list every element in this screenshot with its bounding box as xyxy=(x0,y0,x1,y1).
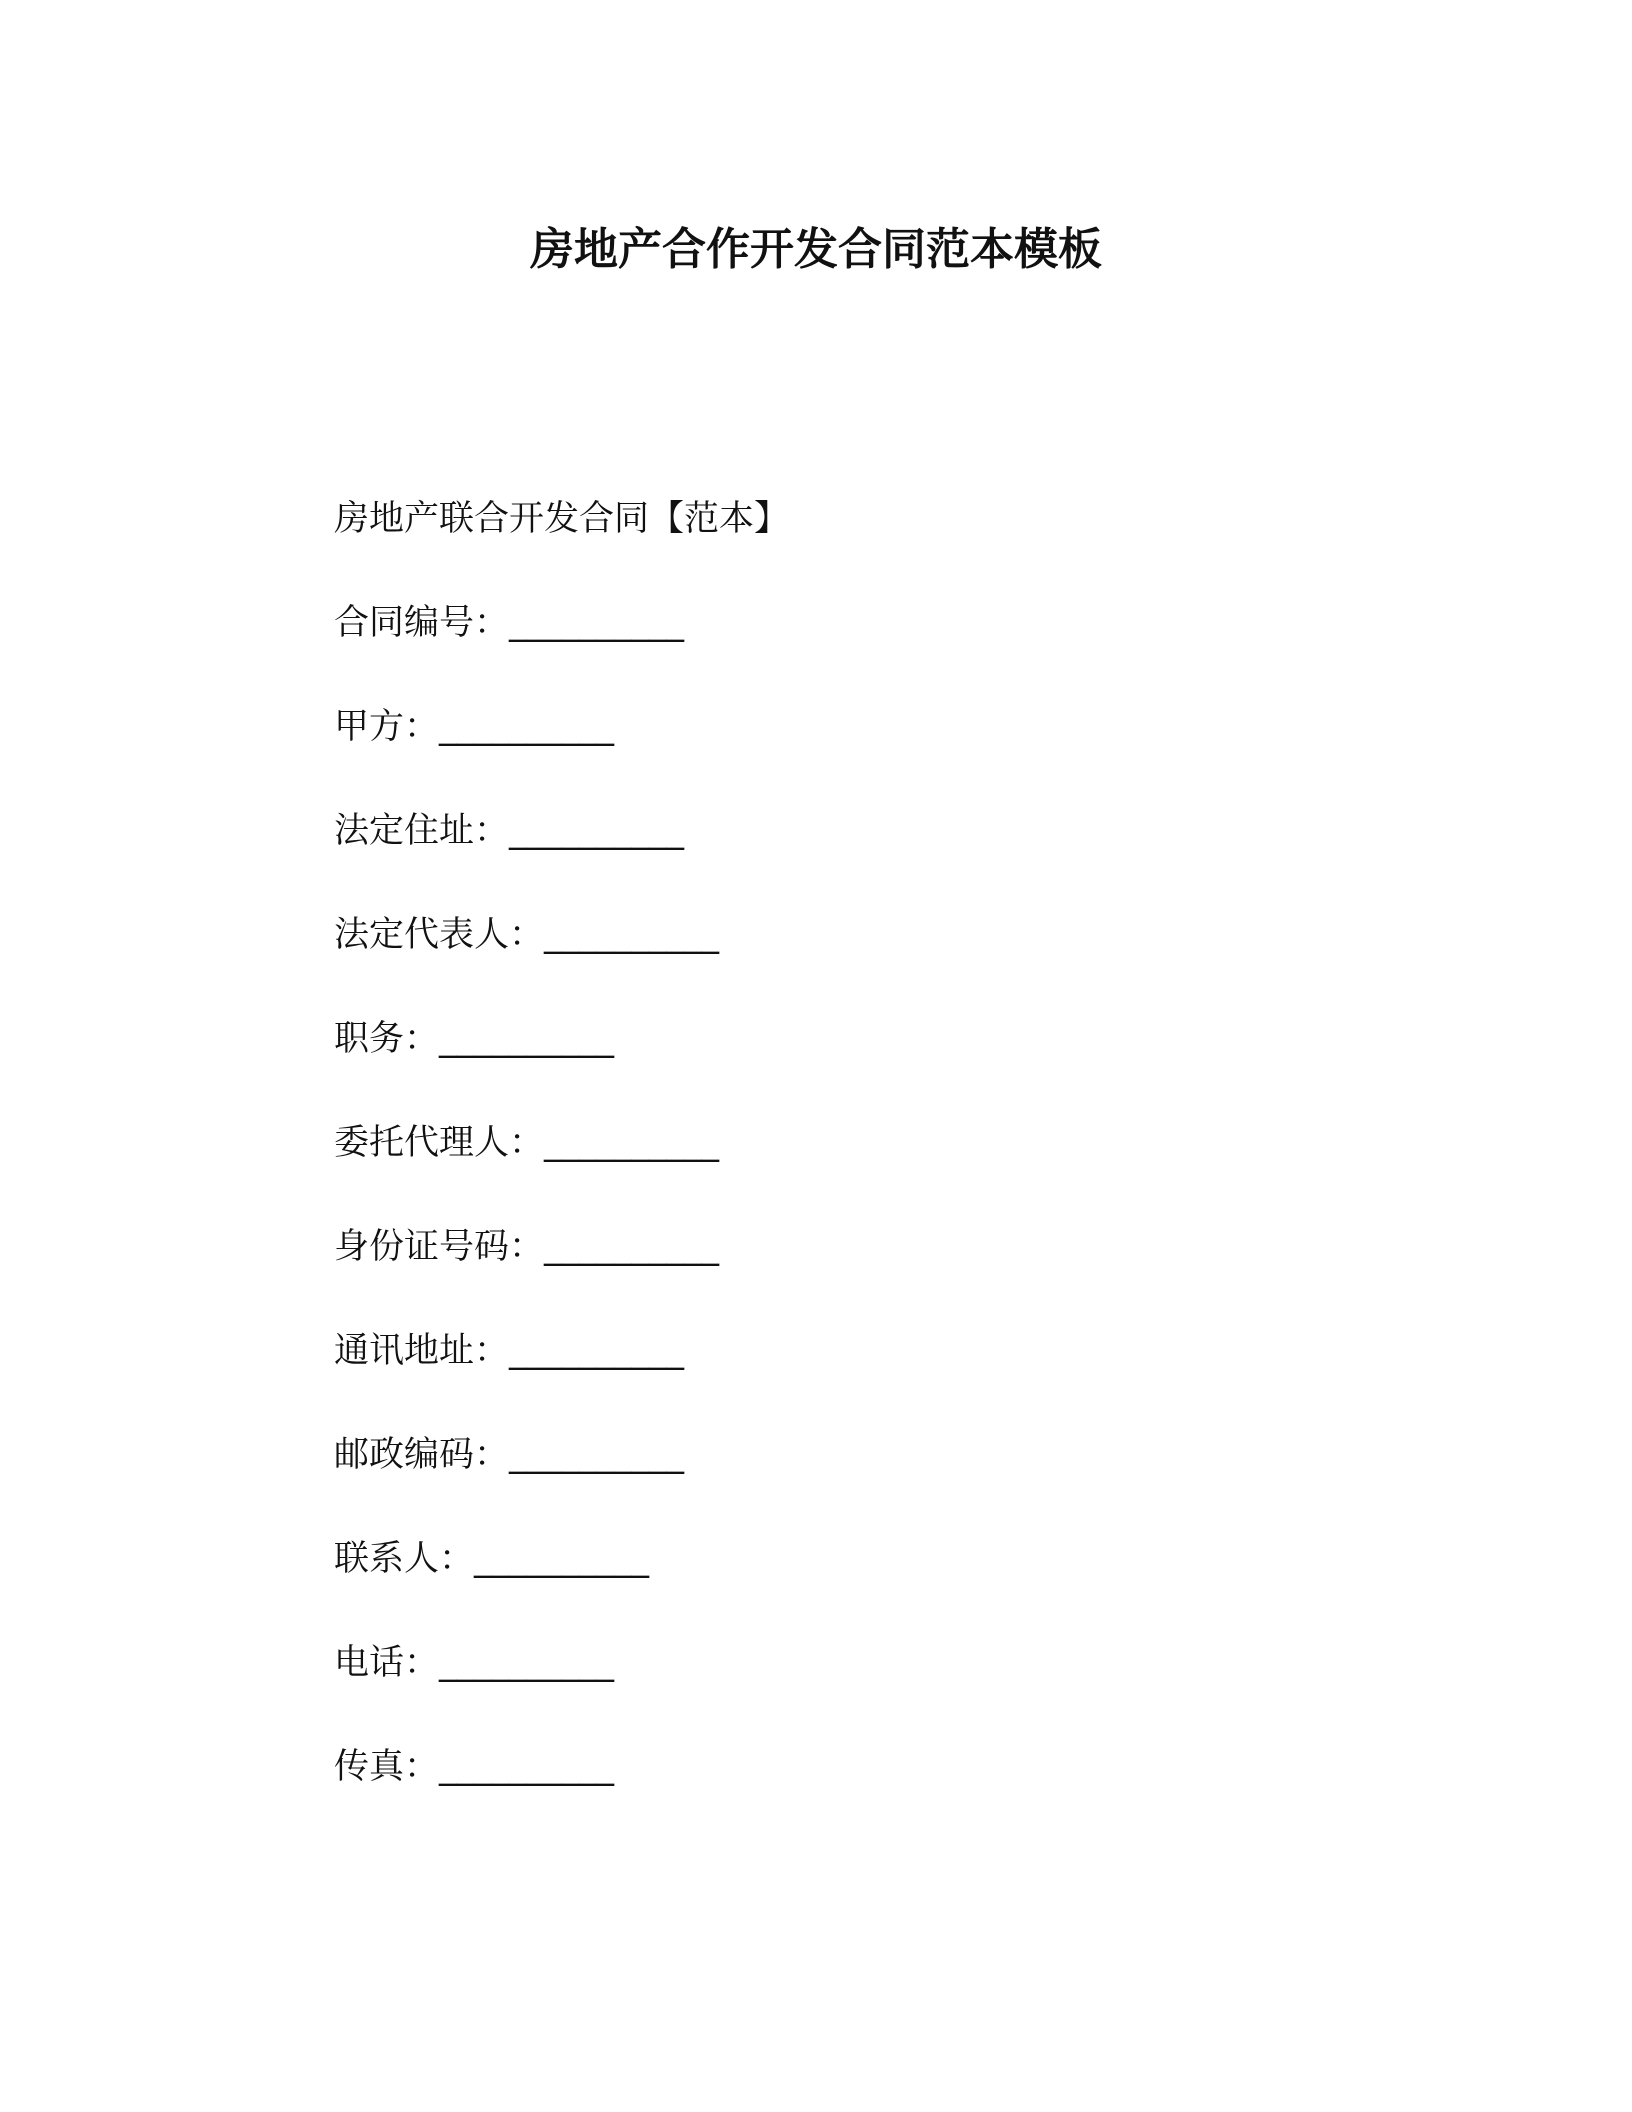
contract-subtitle: 房地产联合开发合同【范本】 xyxy=(334,499,790,539)
field-blank: __________ xyxy=(509,1331,685,1371)
field-label: 传真： xyxy=(334,1747,440,1787)
field-label: 委托代理人： xyxy=(334,1123,545,1163)
field-label: 邮政编码： xyxy=(334,1435,510,1475)
field-blank: __________ xyxy=(544,915,720,955)
field-blank: __________ xyxy=(439,1643,615,1683)
field-id-number xyxy=(334,1222,1434,1272)
field-blank: __________ xyxy=(439,1019,615,1059)
field-blank: __________ xyxy=(509,603,685,643)
field-label: 电话： xyxy=(334,1643,440,1683)
field-blank: __________ xyxy=(544,1227,720,1267)
field-label: 联系人： xyxy=(334,1539,475,1579)
field-contract-number xyxy=(334,598,1434,648)
field-legal-address xyxy=(334,806,1434,856)
field-label: 法定住址： xyxy=(334,811,510,851)
field-authorized-agent xyxy=(334,1118,1434,1168)
field-label: 通讯地址： xyxy=(334,1331,510,1371)
field-legal-representative xyxy=(334,910,1434,960)
field-postal-code xyxy=(334,1430,1434,1480)
field-label: 合同编号： xyxy=(334,603,510,643)
field-label: 甲方： xyxy=(334,707,440,747)
field-blank: __________ xyxy=(439,707,615,747)
field-mailing-address xyxy=(334,1326,1434,1376)
field-party-a xyxy=(334,702,1434,752)
field-contact-person xyxy=(334,1534,1434,1584)
field-blank: __________ xyxy=(439,1747,615,1787)
field-blank: __________ xyxy=(474,1539,650,1579)
field-label: 身份证号码： xyxy=(334,1227,545,1267)
field-blank: __________ xyxy=(509,811,685,851)
contract-fields xyxy=(334,494,1434,1846)
document-title: 房地产合作开发合同范本模板 xyxy=(530,224,1102,275)
field-label: 职务： xyxy=(334,1019,440,1059)
field-fax xyxy=(334,1742,1434,1792)
field-blank: __________ xyxy=(544,1123,720,1163)
field-label: 法定代表人： xyxy=(334,915,545,955)
field-blank: __________ xyxy=(509,1435,685,1475)
field-telephone xyxy=(334,1638,1434,1688)
field-position xyxy=(334,1014,1434,1064)
